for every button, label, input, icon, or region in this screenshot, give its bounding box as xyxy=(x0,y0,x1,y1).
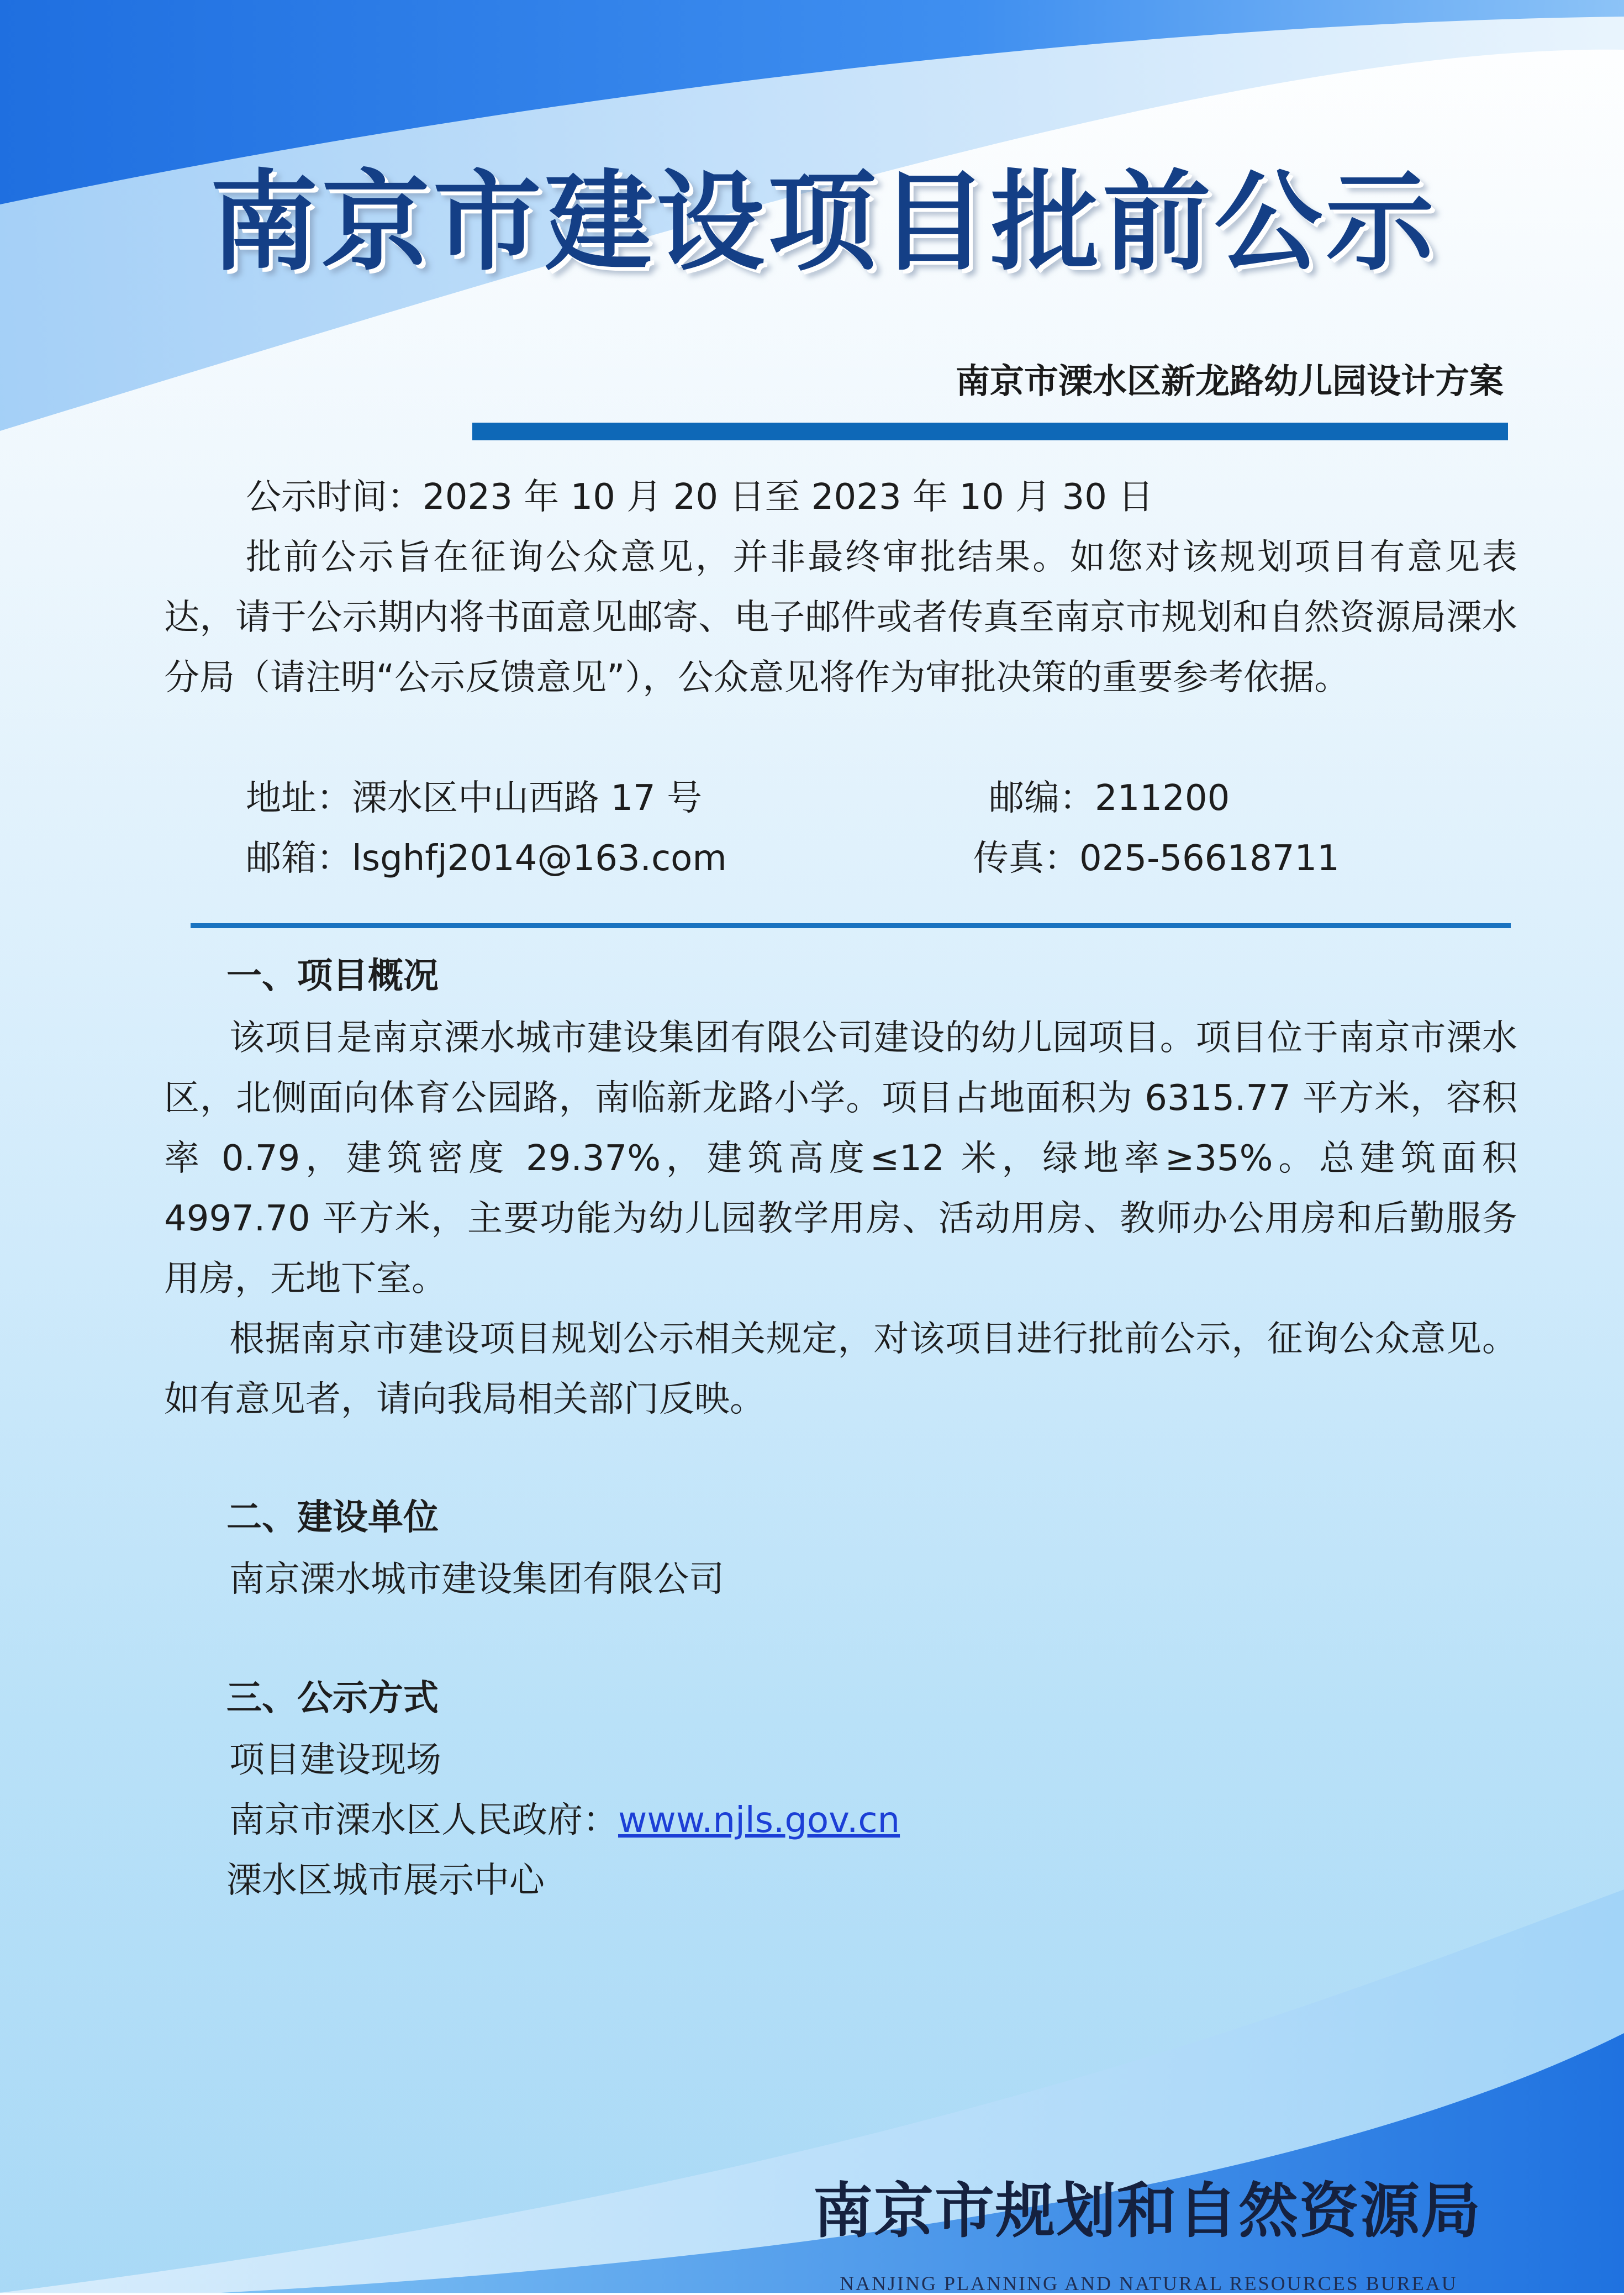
notice-address: 地址：溧水区中山西路 17 号 xyxy=(246,778,703,819)
notice-fax: 传真：025-56618711 xyxy=(973,838,1340,879)
divider-top xyxy=(472,423,1508,440)
government-website-link[interactable]: www.njls.gov.cn xyxy=(618,1800,900,1841)
developer-name: 南京溧水城市建设集团有限公司 xyxy=(229,1559,724,1600)
section-title-publicity-method: 三、公示方式 xyxy=(226,1678,439,1719)
section-title-overview: 一、项目概况 xyxy=(226,956,439,997)
method-item-site: 项目建设现场 xyxy=(229,1740,441,1781)
bureau-name-chinese: 南京市规划和自然资源局 xyxy=(813,2176,1482,2246)
overview-paragraph-1: 该项目是南京溧水城市建设集团有限公司建设的幼儿园项目。项目位于南京市溧水区，北侧面向体育公园路，南临新龙路小学。项目占地面积为 6315.77 平方米，容积率 0.79，建筑密度 29.37%，建筑高度≤12 米，绿地率≥35%。总建筑面积 4997.70 平方米，主要功能为幼儿园教学用房、活动用房、教师办公用房和后勤服务用房，无地下室。 xyxy=(164,1018,1517,1299)
divider-middle xyxy=(191,923,1511,928)
method-item-government-label: 南京市溧水区人民政府： xyxy=(229,1800,618,1841)
overview-paragraph-2: 根据南京市建设项目规划公示相关规定，对该项目进行批前公示，征询公众意见。如有意见者，请向我局相关部门反映。 xyxy=(164,1319,1517,1420)
notice-intro: 批前公示旨在征询公众意见，并非最终审批结果。如您对该规划项目有意见表达，请于公示期内将书面意见邮寄、电子邮件或者传真至南京市规划和自然资源局溧水分局（请注明“公示反馈意见”），公众意见将作为审批决策的重要参考依据。 xyxy=(164,537,1517,698)
section-title-developer: 二、建设单位 xyxy=(226,1497,439,1538)
method-item-government xyxy=(229,1790,900,1851)
bureau-name-english: NANJING PLANNING AND NATURAL RESOURCES BUREAU xyxy=(840,2272,1458,2294)
notice-postcode: 邮编：211200 xyxy=(989,778,1230,819)
method-item-exhibition-center: 溧水区城市展示中心 xyxy=(226,1860,545,1901)
project-name: 南京市溧水区新龙路幼儿园设计方案 xyxy=(955,361,1504,401)
page-title: 南京市建设项目批前公示 xyxy=(210,159,1438,286)
notice-period: 公示时间：2023 年 10 月 20 日至 2023 年 10 月 30 日 xyxy=(246,477,1154,518)
notice-email: 邮箱：lsghfj2014@163.com xyxy=(246,838,727,879)
